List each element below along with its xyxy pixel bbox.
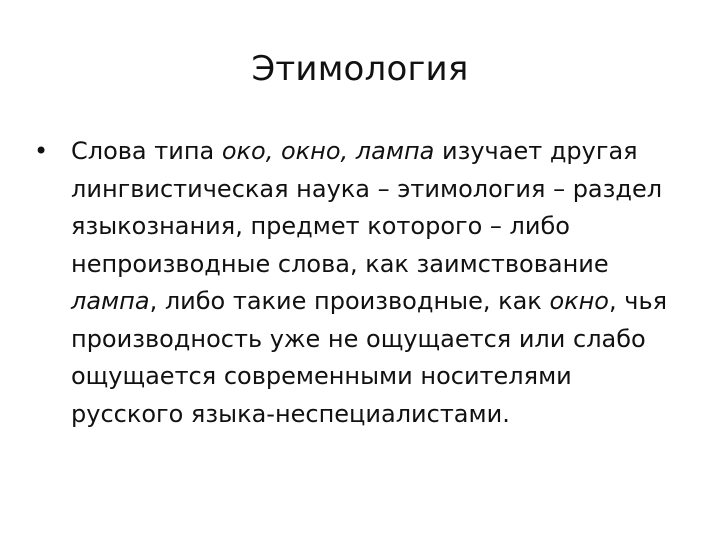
text-segment: Слова типа (71, 137, 222, 165)
slide-title: Этимология (251, 49, 469, 89)
bullet-text (71, 133, 684, 433)
bullet-dot-icon: • (34, 137, 49, 165)
italic-examples: око, окно, лампа (221, 137, 435, 165)
text-segment: , чья производность уже не ощущается или слабо ощущается современными носителями русского языка-неспециалистами. (71, 287, 668, 428)
italic-example-window: окно (549, 287, 609, 315)
text-segment: изучает другая лингвистическая наука – этимология – раздел языкознания, предмет которого – либо непроизводные слова, как заимствование (71, 137, 663, 278)
bullet-item (34, 133, 684, 433)
text-segment: , либо такие производные, как (149, 287, 550, 315)
italic-example-lamp: лампа (71, 287, 150, 315)
